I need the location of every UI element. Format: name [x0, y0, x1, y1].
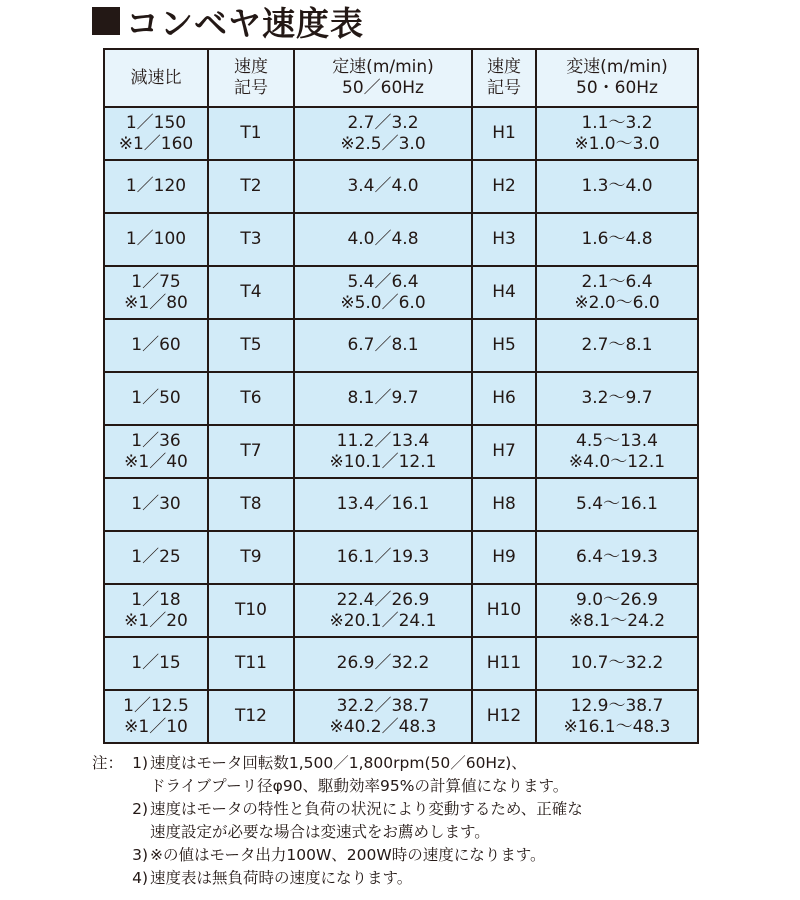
fixed-speed-cell	[294, 160, 472, 213]
note-number: 2)	[132, 800, 148, 818]
table-row	[104, 107, 698, 160]
table-row	[104, 637, 698, 690]
fixed-speed-cell-line: 13.4／16.1	[336, 494, 430, 514]
fixed-speed-code-cell: T8	[208, 478, 294, 531]
variable-speed-cell-line: 2.1～6.4	[581, 271, 653, 292]
conveyor-speed-table	[103, 48, 699, 744]
header-fixed-speed-line: 定速(m/min)	[332, 57, 434, 77]
note-text: 速度表は無負荷時の速度になります。	[150, 869, 413, 887]
fixed-speed-cell-line: 6.7／8.1	[347, 335, 419, 355]
variable-speed-cell-line: 10.7～32.2	[570, 653, 664, 673]
reduction-ratio-cell-line: 1／120	[125, 176, 187, 196]
note-line	[92, 798, 732, 821]
fixed-speed-cell-line: 26.9／32.2	[336, 653, 430, 673]
table-row	[104, 584, 698, 637]
note-number: 4)	[132, 869, 148, 887]
header-variable-speed-code-line: 速度	[487, 57, 521, 77]
header-variable-speed-code	[472, 49, 536, 107]
variable-speed-code-cell: H10	[472, 584, 536, 637]
note-line	[92, 821, 732, 844]
note-line	[92, 844, 732, 867]
reduction-ratio-cell-line: 1／12.5	[123, 695, 189, 716]
variable-speed-cell	[536, 637, 698, 690]
variable-speed-cell	[536, 531, 698, 584]
header-variable-speed-line: 変速(m/min)	[566, 57, 668, 77]
reduction-ratio-cell-line: ※1／160	[118, 133, 194, 154]
note-number: 1)	[132, 754, 148, 772]
fixed-speed-cell	[294, 478, 472, 531]
fixed-speed-cell	[294, 584, 472, 637]
reduction-ratio-cell-line: 1／30	[131, 494, 181, 514]
table-row	[104, 425, 698, 478]
variable-speed-code-cell: H4	[472, 266, 536, 319]
fixed-speed-cell-line: ※10.1／12.1	[329, 451, 437, 472]
reduction-ratio-cell	[104, 531, 208, 584]
fixed-speed-code-cell: T10	[208, 584, 294, 637]
variable-speed-cell-line: ※1.0～3.0	[574, 133, 660, 154]
table-row	[104, 478, 698, 531]
variable-speed-cell	[536, 266, 698, 319]
reduction-ratio-cell-line: ※1／20	[124, 610, 188, 631]
variable-speed-cell	[536, 372, 698, 425]
note-text: 速度はモータの特性と負荷の状況により変動するため、正確な	[150, 800, 583, 818]
fixed-speed-cell	[294, 531, 472, 584]
variable-speed-code-cell: H11	[472, 637, 536, 690]
reduction-ratio-cell-line: 1／150	[125, 112, 187, 133]
fixed-speed-cell-line: ※20.1／24.1	[329, 610, 437, 631]
variable-speed-cell-line: ※16.1～48.3	[563, 716, 671, 737]
fixed-speed-code-cell: T4	[208, 266, 294, 319]
variable-speed-cell-line: ※2.0～6.0	[574, 292, 660, 313]
fixed-speed-code-cell: T7	[208, 425, 294, 478]
fixed-speed-code-cell: T11	[208, 637, 294, 690]
reduction-ratio-cell-line: 1／75	[131, 271, 181, 292]
variable-speed-code-cell: H6	[472, 372, 536, 425]
note-prefix	[92, 844, 122, 867]
fixed-speed-cell-line: 22.4／26.9	[336, 589, 430, 610]
header-fixed-speed-line: 50／60Hz	[342, 78, 424, 98]
fixed-speed-cell-line: ※5.0／6.0	[340, 292, 426, 313]
note-line	[92, 775, 732, 798]
variable-speed-cell	[536, 160, 698, 213]
note-text: ※の値はモータ出力100W、200W時の速度になります。	[150, 846, 546, 864]
fixed-speed-cell	[294, 425, 472, 478]
fixed-speed-cell-line: 4.0／4.8	[347, 229, 419, 249]
variable-speed-cell-line: 9.0～26.9	[576, 589, 658, 610]
reduction-ratio-cell-line: 1／15	[131, 653, 181, 673]
header-fixed-speed-code	[208, 49, 294, 107]
reduction-ratio-cell-line: 1／50	[131, 388, 181, 408]
variable-speed-cell	[536, 690, 698, 743]
fixed-speed-cell-line: ※2.5／3.0	[340, 133, 426, 154]
variable-speed-cell-line: 1.3～4.0	[581, 176, 653, 196]
reduction-ratio-cell	[104, 160, 208, 213]
table-row	[104, 160, 698, 213]
note-prefix	[92, 798, 122, 821]
variable-speed-cell	[536, 425, 698, 478]
table-row	[104, 690, 698, 743]
variable-speed-cell	[536, 584, 698, 637]
fixed-speed-code-cell: T5	[208, 319, 294, 372]
fixed-speed-cell	[294, 372, 472, 425]
reduction-ratio-cell-line: 1／100	[125, 229, 187, 249]
table-row	[104, 213, 698, 266]
fixed-speed-cell-line: 3.4／4.0	[347, 176, 419, 196]
table-header-row	[104, 49, 698, 107]
fixed-speed-cell	[294, 319, 472, 372]
reduction-ratio-cell-line: ※1／80	[124, 292, 188, 313]
black-square-icon	[92, 7, 120, 35]
fixed-speed-code-cell: T6	[208, 372, 294, 425]
reduction-ratio-cell	[104, 690, 208, 743]
fixed-speed-cell-line: 32.2／38.7	[336, 695, 430, 716]
variable-speed-cell	[536, 213, 698, 266]
variable-speed-code-cell: H9	[472, 531, 536, 584]
variable-speed-code-cell: H2	[472, 160, 536, 213]
variable-speed-cell-line: 12.9～38.7	[570, 695, 664, 716]
reduction-ratio-cell-line: ※1／10	[124, 716, 188, 737]
variable-speed-cell	[536, 319, 698, 372]
header-fixed-speed	[294, 49, 472, 107]
reduction-ratio-cell	[104, 478, 208, 531]
variable-speed-cell-line: 3.2～9.7	[581, 388, 653, 408]
reduction-ratio-cell-line: 1／25	[131, 547, 181, 567]
reduction-ratio-cell	[104, 637, 208, 690]
fixed-speed-cell	[294, 107, 472, 160]
note-text: 速度はモータ回転数1,500／1,800rpm(50／60Hz)、	[150, 754, 527, 772]
table-row	[104, 531, 698, 584]
fixed-speed-cell-line: 16.1／19.3	[336, 547, 430, 567]
page-title-text: コンベヤ速度表	[126, 3, 364, 43]
variable-speed-cell-line: 2.7～8.1	[581, 335, 653, 355]
table-row	[104, 319, 698, 372]
variable-speed-cell-line: 1.6～4.8	[581, 229, 653, 249]
variable-speed-cell-line: 1.1～3.2	[581, 112, 653, 133]
reduction-ratio-cell	[104, 584, 208, 637]
page-title	[92, 0, 364, 42]
fixed-speed-code-cell: T2	[208, 160, 294, 213]
variable-speed-cell-line: ※4.0～12.1	[568, 451, 666, 472]
reduction-ratio-cell-line: ※1／40	[124, 451, 188, 472]
variable-speed-cell	[536, 107, 698, 160]
fixed-speed-cell-line: 8.1／9.7	[347, 388, 419, 408]
reduction-ratio-cell	[104, 107, 208, 160]
reduction-ratio-cell-line: 1／60	[131, 335, 181, 355]
variable-speed-code-cell: H7	[472, 425, 536, 478]
fixed-speed-code-cell: T3	[208, 213, 294, 266]
header-variable-speed-code-line: 記号	[487, 78, 521, 98]
variable-speed-code-cell: H8	[472, 478, 536, 531]
reduction-ratio-cell	[104, 319, 208, 372]
header-fixed-speed-code-line: 記号	[234, 78, 268, 98]
variable-speed-code-cell: H3	[472, 213, 536, 266]
fixed-speed-cell-line: 11.2／13.4	[336, 430, 430, 451]
fixed-speed-cell	[294, 637, 472, 690]
fixed-speed-cell	[294, 690, 472, 743]
note-prefix: 注：	[92, 754, 124, 772]
variable-speed-cell-line: 6.4～19.3	[576, 547, 658, 567]
variable-speed-code-cell: H12	[472, 690, 536, 743]
note-text: 速度設定が必要な場合は変速式をお薦めします。	[150, 823, 490, 841]
note-text: ドライブプーリ径φ90、駆動効率95%の計算値になります。	[150, 777, 569, 795]
fixed-speed-cell-line: ※40.2／48.3	[329, 716, 437, 737]
variable-speed-code-cell: H5	[472, 319, 536, 372]
reduction-ratio-cell	[104, 425, 208, 478]
reduction-ratio-cell-line: 1／18	[131, 589, 181, 610]
reduction-ratio-cell	[104, 372, 208, 425]
header-variable-speed	[536, 49, 698, 107]
reduction-ratio-cell-line: 1／36	[131, 430, 181, 451]
fixed-speed-code-cell: T1	[208, 107, 294, 160]
variable-speed-cell-line: 4.5～13.4	[576, 430, 658, 451]
fixed-speed-code-cell: T12	[208, 690, 294, 743]
fixed-speed-cell-line: 5.4／6.4	[347, 271, 419, 292]
note-number: 3)	[132, 846, 148, 864]
note-prefix	[92, 867, 122, 890]
reduction-ratio-cell	[104, 266, 208, 319]
variable-speed-cell-line: ※8.1～24.2	[568, 610, 666, 631]
variable-speed-cell-line: 5.4～16.1	[576, 494, 658, 514]
note-line	[92, 752, 732, 775]
variable-speed-code-cell: H1	[472, 107, 536, 160]
notes-section	[92, 752, 732, 890]
header-reduction-ratio-line: 減速比	[130, 67, 182, 88]
note-line	[92, 867, 732, 890]
header-variable-speed-line: 50・60Hz	[576, 78, 658, 98]
table-body	[104, 107, 698, 743]
fixed-speed-cell	[294, 213, 472, 266]
header-reduction-ratio	[104, 49, 208, 107]
table-row	[104, 372, 698, 425]
variable-speed-cell	[536, 478, 698, 531]
fixed-speed-cell	[294, 266, 472, 319]
header-fixed-speed-code-line: 速度	[234, 57, 268, 77]
fixed-speed-cell-line: 2.7／3.2	[347, 112, 419, 133]
fixed-speed-code-cell: T9	[208, 531, 294, 584]
table-row	[104, 266, 698, 319]
reduction-ratio-cell	[104, 213, 208, 266]
